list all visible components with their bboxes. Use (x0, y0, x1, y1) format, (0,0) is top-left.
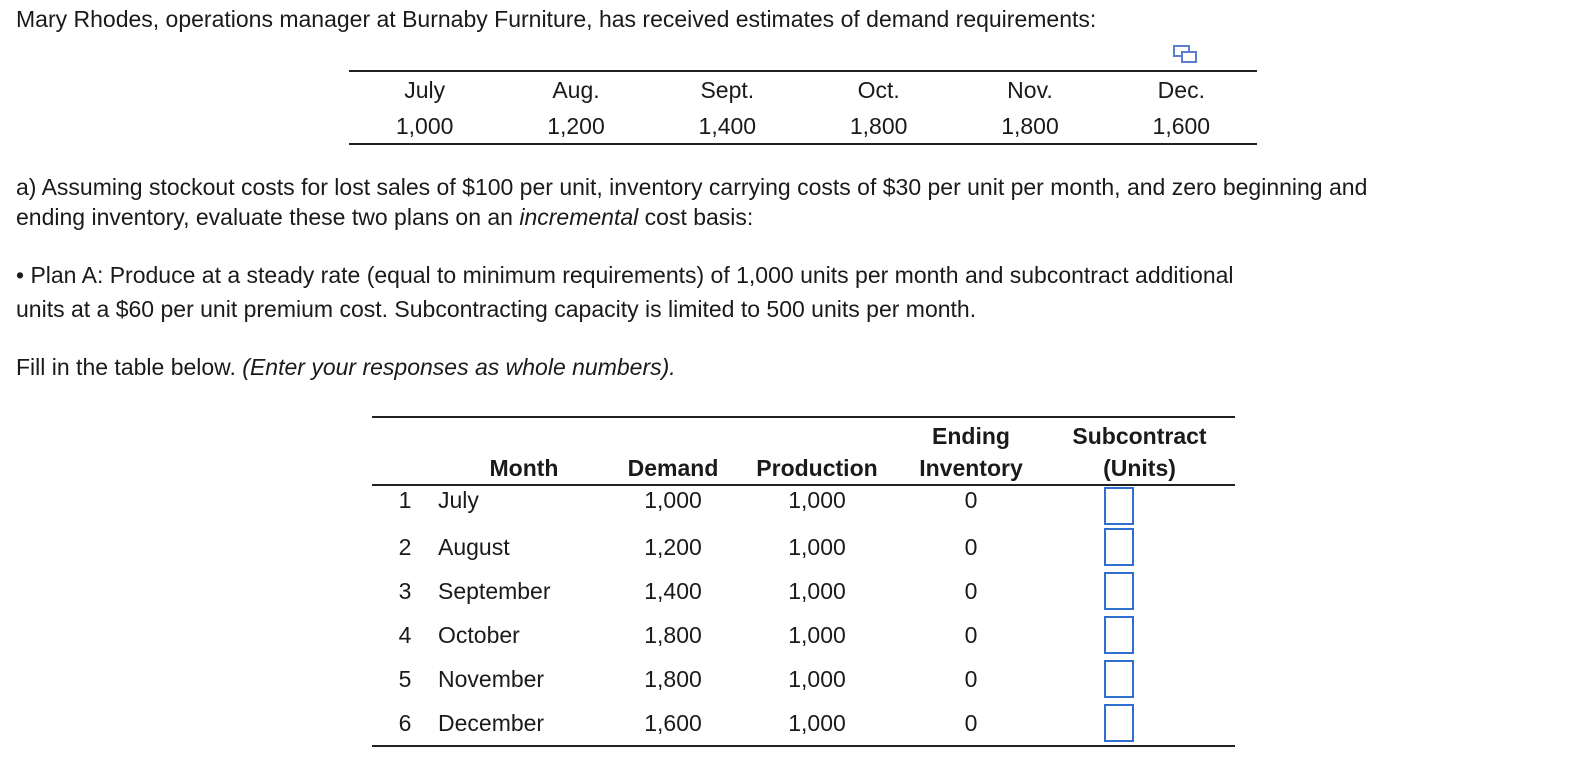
question-a-line2-prefix: ending inventory, evaluate these two plans on an (16, 204, 520, 230)
row-ending-inventory: 0 (964, 709, 978, 736)
row-number: 2 (398, 533, 412, 560)
instruction-emphasis: (Enter your responses as whole numbers). (242, 354, 676, 380)
demand-value-oct: 1,800 (849, 112, 908, 139)
row-number: 5 (398, 665, 412, 692)
row-subcontract-cell (1044, 569, 1235, 613)
demand-month-aug: Aug. (552, 77, 600, 103)
header-number (372, 417, 438, 485)
row-month: October (438, 621, 520, 648)
subcontract-input-october[interactable] (1104, 616, 1134, 654)
subcontract-input-september[interactable] (1104, 572, 1134, 610)
demand-value-july: 1,000 (395, 112, 454, 139)
row-ending-inventory: 0 (964, 577, 978, 604)
header-production: Production (736, 417, 898, 485)
subcontract-input-august[interactable] (1104, 528, 1134, 566)
plan-a-line1: • Plan A: Produce at a steady rate (equal to minimum requirements) of 1,000 units per month and subcontract additional (16, 262, 1234, 288)
row-subcontract-cell (1044, 485, 1235, 525)
row-production: 1,000 (788, 665, 846, 692)
row-demand: 1,800 (644, 621, 702, 648)
subcontract-input-november[interactable] (1104, 660, 1134, 698)
header-subcontract (1044, 417, 1235, 485)
table-row (372, 525, 1235, 569)
row-demand: 1,000 (644, 487, 702, 513)
demand-value-row (349, 109, 1257, 144)
demand-month-sept: Sept. (700, 77, 755, 103)
row-month: November (438, 665, 545, 692)
row-month: August (438, 533, 510, 560)
row-number: 3 (398, 577, 412, 604)
row-production: 1,000 (788, 577, 846, 604)
row-number: 1 (398, 487, 412, 513)
row-production: 1,000 (788, 621, 846, 648)
intro-text: Mary Rhodes, operations manager at Burnaby Furniture, has received estimates of demand requirements: (16, 6, 1097, 32)
header-demand: Demand (610, 417, 736, 485)
plan-table (372, 416, 1235, 747)
row-subcontract-cell (1044, 657, 1235, 701)
row-month: September (438, 577, 551, 604)
row-demand: 1,400 (644, 577, 702, 604)
instruction-text: Fill in the table below. (16, 354, 243, 380)
header-sub-line1: Subcontract (1072, 423, 1207, 449)
instruction (16, 354, 676, 381)
question-a-line1: a) Assuming stockout costs for lost sales of $100 per unit, inventory carrying costs of $30 per unit per month, and zero beginning and (16, 174, 1368, 200)
table-row (372, 701, 1235, 746)
row-ending-inventory: 0 (964, 487, 978, 513)
header-sub-line2: (Units) (1103, 455, 1176, 481)
demand-month-dec: Dec. (1157, 77, 1205, 103)
demand-month-july: July (404, 77, 446, 103)
row-month: July (438, 487, 479, 513)
row-production: 1,000 (788, 709, 846, 736)
table-row (372, 613, 1235, 657)
row-demand: 1,800 (644, 665, 702, 692)
row-subcontract-cell (1044, 613, 1235, 657)
demand-value-sept: 1,400 (698, 112, 757, 139)
row-ending-inventory: 0 (964, 665, 978, 692)
row-number: 4 (398, 621, 412, 648)
row-ending-inventory: 0 (964, 533, 978, 560)
demand-month-oct: Oct. (857, 77, 900, 103)
row-demand: 1,200 (644, 533, 702, 560)
demand-month-nov: Nov. (1007, 77, 1053, 103)
header-ending-line1: Ending (932, 423, 1010, 449)
row-production: 1,000 (788, 533, 846, 560)
question-a-line2 (16, 204, 753, 231)
demand-table (349, 70, 1257, 145)
table-row (372, 485, 1235, 525)
plan-header-row (372, 417, 1235, 485)
header-ending-inventory (898, 417, 1044, 485)
row-number: 6 (398, 709, 412, 736)
table-row (372, 569, 1235, 613)
row-ending-inventory: 0 (964, 621, 978, 648)
row-demand: 1,600 (644, 709, 702, 736)
copy-icon[interactable] (1172, 44, 1198, 64)
demand-value-dec: 1,600 (1152, 112, 1211, 139)
demand-value-nov: 1,800 (1001, 112, 1059, 139)
row-production: 1,000 (788, 487, 846, 513)
row-subcontract-cell (1044, 701, 1235, 746)
subcontract-input-july[interactable] (1104, 487, 1134, 525)
question-a-line2-suffix: cost basis: (638, 204, 754, 230)
header-month: Month (438, 417, 610, 485)
demand-month-row (349, 71, 1257, 109)
table-row (372, 657, 1235, 701)
header-ending-line2: Inventory (919, 455, 1023, 481)
question-a-emphasis: incremental (519, 204, 639, 230)
plan-a-line2: units at a $60 per unit premium cost. Subcontracting capacity is limited to 500 units per month. (16, 296, 977, 322)
row-subcontract-cell (1044, 525, 1235, 569)
demand-value-aug: 1,200 (547, 112, 605, 139)
subcontract-input-december[interactable] (1104, 704, 1134, 742)
row-month: December (438, 709, 545, 736)
